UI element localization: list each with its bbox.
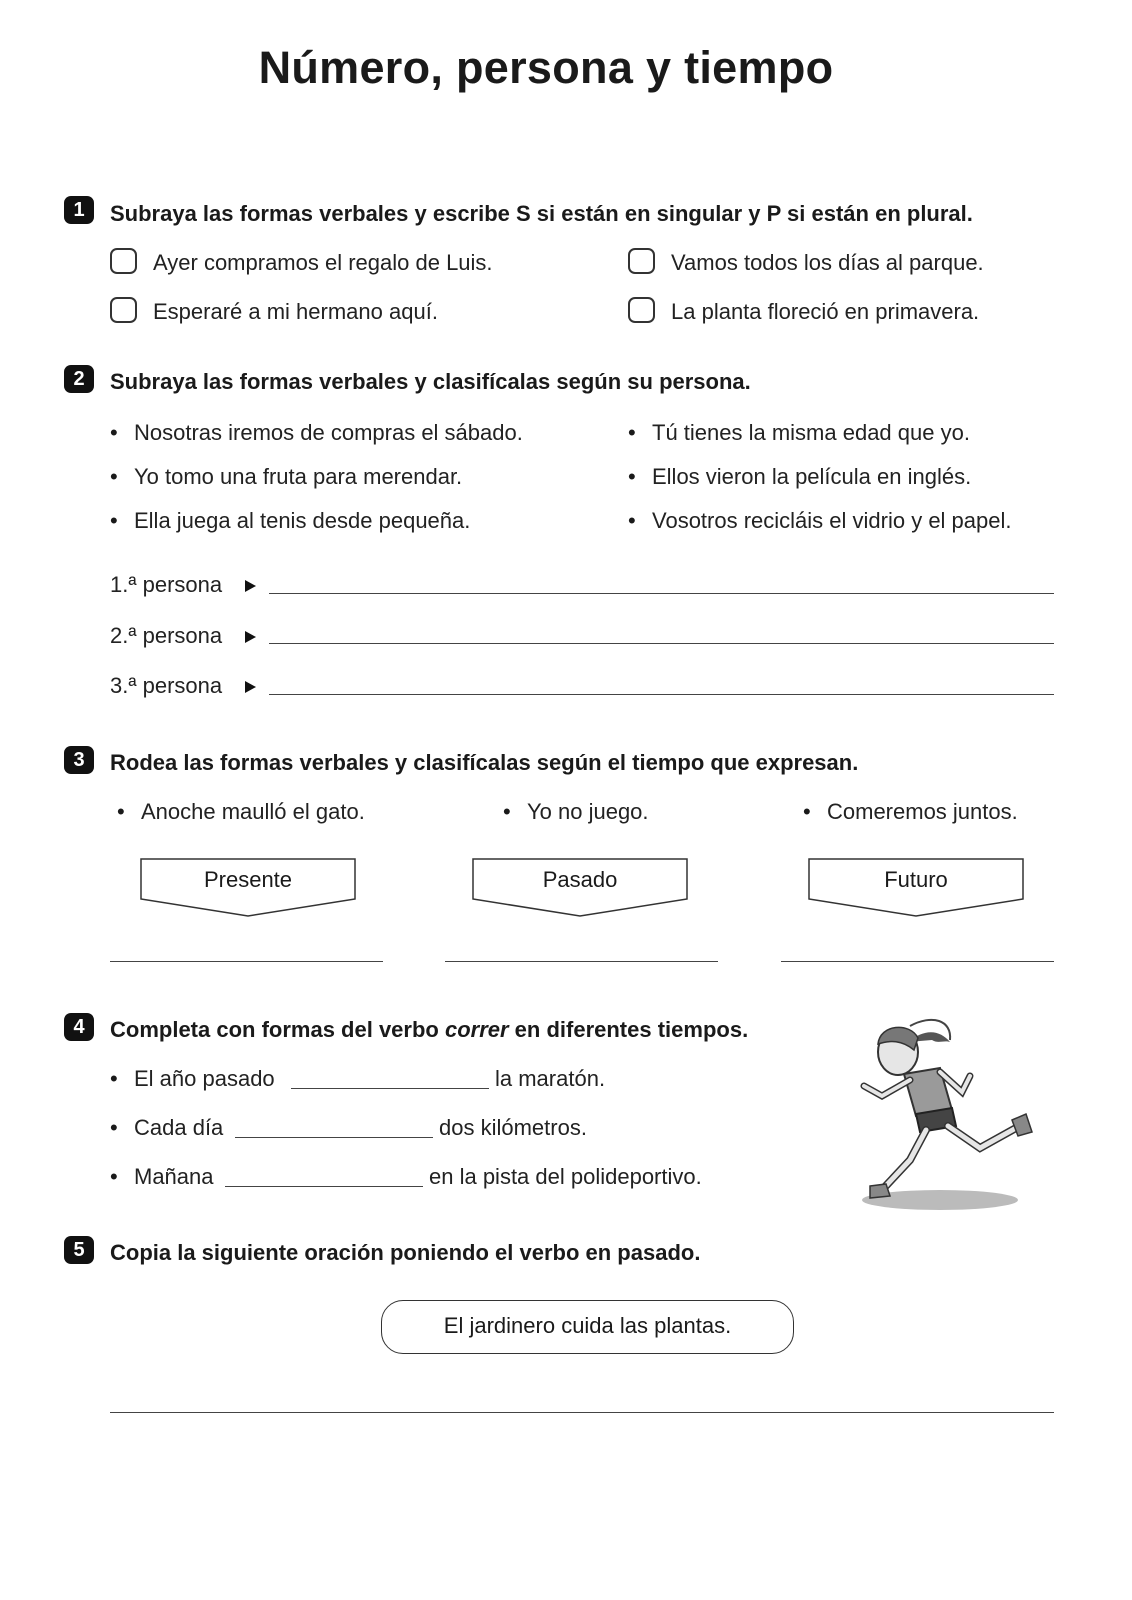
verb-correr: correr [444, 1017, 509, 1042]
ex1-item-4: La planta floreció en primavera. [671, 299, 980, 324]
answer-line-person-3[interactable] [269, 694, 1054, 695]
tense-label-future: Futuro [884, 867, 948, 892]
ex1-item-1: Ayer compramos el regalo de Luis. [153, 250, 493, 275]
exercise-3-number: 3 [64, 746, 94, 774]
ex2-sentence-5: Ella juega al tenis desde pequeña. [134, 508, 471, 533]
answer-line-present[interactable] [110, 961, 383, 962]
ex4-item-1-after: la maratón. [495, 1066, 606, 1091]
ex3-sentence-3: Comeremos juntos. [827, 799, 1018, 824]
bullet: • [110, 464, 118, 489]
ex4-item-3-after: en la pista del polideportivo. [429, 1164, 702, 1189]
arrow-right-icon [245, 681, 256, 693]
ex1-item-3: Esperaré a mi hermano aquí. [153, 299, 438, 324]
checkbox-ex1-item-1[interactable] [110, 248, 137, 274]
ex4-item-2-before: Cada día [134, 1115, 224, 1140]
ex4-item-3-before: Mañana [134, 1164, 214, 1189]
arrow-right-icon [245, 580, 256, 592]
bullet: • [503, 799, 511, 824]
answer-line-person-2[interactable] [269, 643, 1054, 644]
answer-line-future[interactable] [781, 961, 1054, 962]
page-title: Número, persona y tiempo [258, 42, 834, 93]
tense-label-past: Pasado [542, 867, 618, 892]
ex2-sentence-1: Nosotras iremos de compras el sábado. [134, 420, 523, 445]
answer-line-past[interactable] [445, 961, 718, 962]
bullet: • [628, 420, 636, 445]
exercise-4-instruction: Completa con formas del verbo correr en diferentes tiempos. [110, 1017, 749, 1042]
blank-ex4-item-1[interactable] [291, 1088, 489, 1089]
bullet: • [628, 464, 636, 489]
bullet: • [628, 508, 636, 533]
bullet: • [110, 420, 118, 445]
checkbox-ex1-item-3[interactable] [110, 297, 137, 323]
ex4-item-2-after: dos kilómetros. [439, 1115, 587, 1140]
ex1-item-2: Vamos todos los días al parque. [671, 250, 984, 275]
answer-line-person-1[interactable] [269, 593, 1054, 594]
running-girl-illustration [840, 1010, 1040, 1215]
checkbox-ex1-item-2[interactable] [628, 248, 655, 274]
bullet: • [110, 1115, 118, 1140]
blank-ex4-item-2[interactable] [235, 1137, 433, 1138]
ex3-sentence-2: Yo no juego. [527, 799, 649, 824]
sentence-box: El jardinero cuida las plantas. [381, 1300, 794, 1354]
exercise-3-instruction: Rodea las formas verbales y clasifícalas según el tiempo que expresan. [110, 750, 859, 775]
person-label-3: 3.ª persona [110, 673, 223, 698]
exercise-5-number: 5 [64, 1236, 94, 1264]
ex2-sentence-2: Tú tienes la misma edad que yo. [652, 420, 970, 445]
ex3-sentence-1: Anoche maulló el gato. [141, 799, 365, 824]
arrow-right-icon [245, 631, 256, 643]
bullet: • [117, 799, 125, 824]
exercise-2-number: 2 [64, 365, 94, 393]
ex2-sentence-4: Ellos vieron la película en inglés. [652, 464, 972, 489]
exercise-1-number: 1 [64, 196, 94, 224]
bullet: • [110, 1066, 118, 1091]
exercise-2-instruction: Subraya las formas verbales y clasifícalas según su persona. [110, 369, 751, 394]
bullet: • [110, 1164, 118, 1189]
exercise-1-instruction: Subraya las formas verbales y escribe S si están en singular y P si están en plural. [110, 201, 973, 226]
ex2-sentence-3: Yo tomo una fruta para merendar. [134, 464, 463, 489]
bullet: • [803, 799, 811, 824]
person-label-2: 2.ª persona [110, 623, 223, 648]
blank-ex4-item-3[interactable] [225, 1186, 423, 1187]
bullet: • [110, 508, 118, 533]
person-label-1: 1.ª persona [110, 572, 223, 597]
exercise-5-instruction: Copia la siguiente oración poniendo el verbo en pasado. [110, 1240, 701, 1265]
answer-line-copy[interactable] [110, 1412, 1054, 1413]
tense-label-present: Presente [203, 867, 293, 892]
ex4-item-1-before: El año pasado [134, 1066, 275, 1091]
ex2-sentence-6: Vosotros recicláis el vidrio y el papel. [652, 508, 1012, 533]
exercise-4-number: 4 [64, 1013, 94, 1041]
checkbox-ex1-item-4[interactable] [628, 297, 655, 323]
